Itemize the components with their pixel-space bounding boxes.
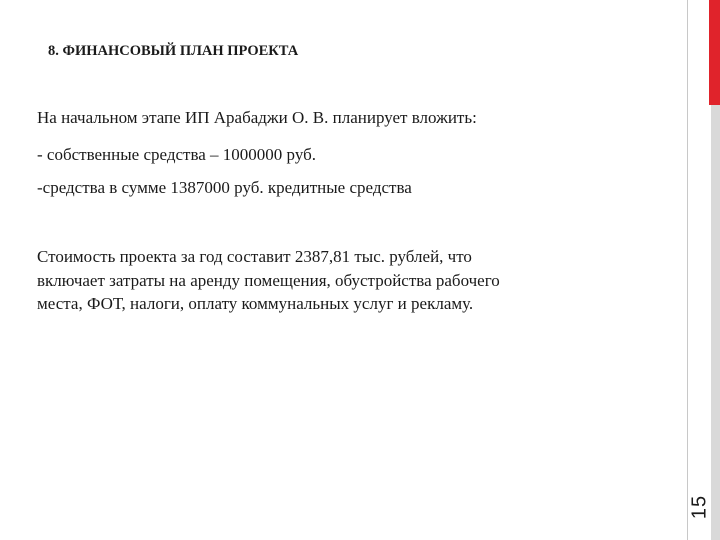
page-number: 15 [688, 494, 711, 520]
credit-funds-line: -средства в сумме 1387000 руб. кредитные средства [37, 178, 412, 197]
investment-intro-line: На начальном этапе ИП Арабаджи О. В. планирует вложить: [37, 108, 477, 127]
side-divider-line [687, 0, 688, 540]
gray-side-bar [711, 105, 720, 540]
paragraph-line: Стоимость проекта за год составит 2387,81 тыс. рублей, что [37, 247, 472, 266]
red-accent-bar [709, 0, 720, 105]
paragraph-line: места, ФОТ, налоги, оплату коммунальных услуг и рекламу. [37, 294, 474, 313]
project-cost-paragraph [37, 245, 657, 316]
paragraph-line: включает затраты на аренду помещения, обустройства рабочего [37, 270, 500, 290]
own-funds-line: - собственные средства – 1000000 руб. [37, 145, 317, 164]
slide-title: 8. ФИНАНСОВЫЙ ПЛАН ПРОЕКТА [48, 43, 299, 59]
